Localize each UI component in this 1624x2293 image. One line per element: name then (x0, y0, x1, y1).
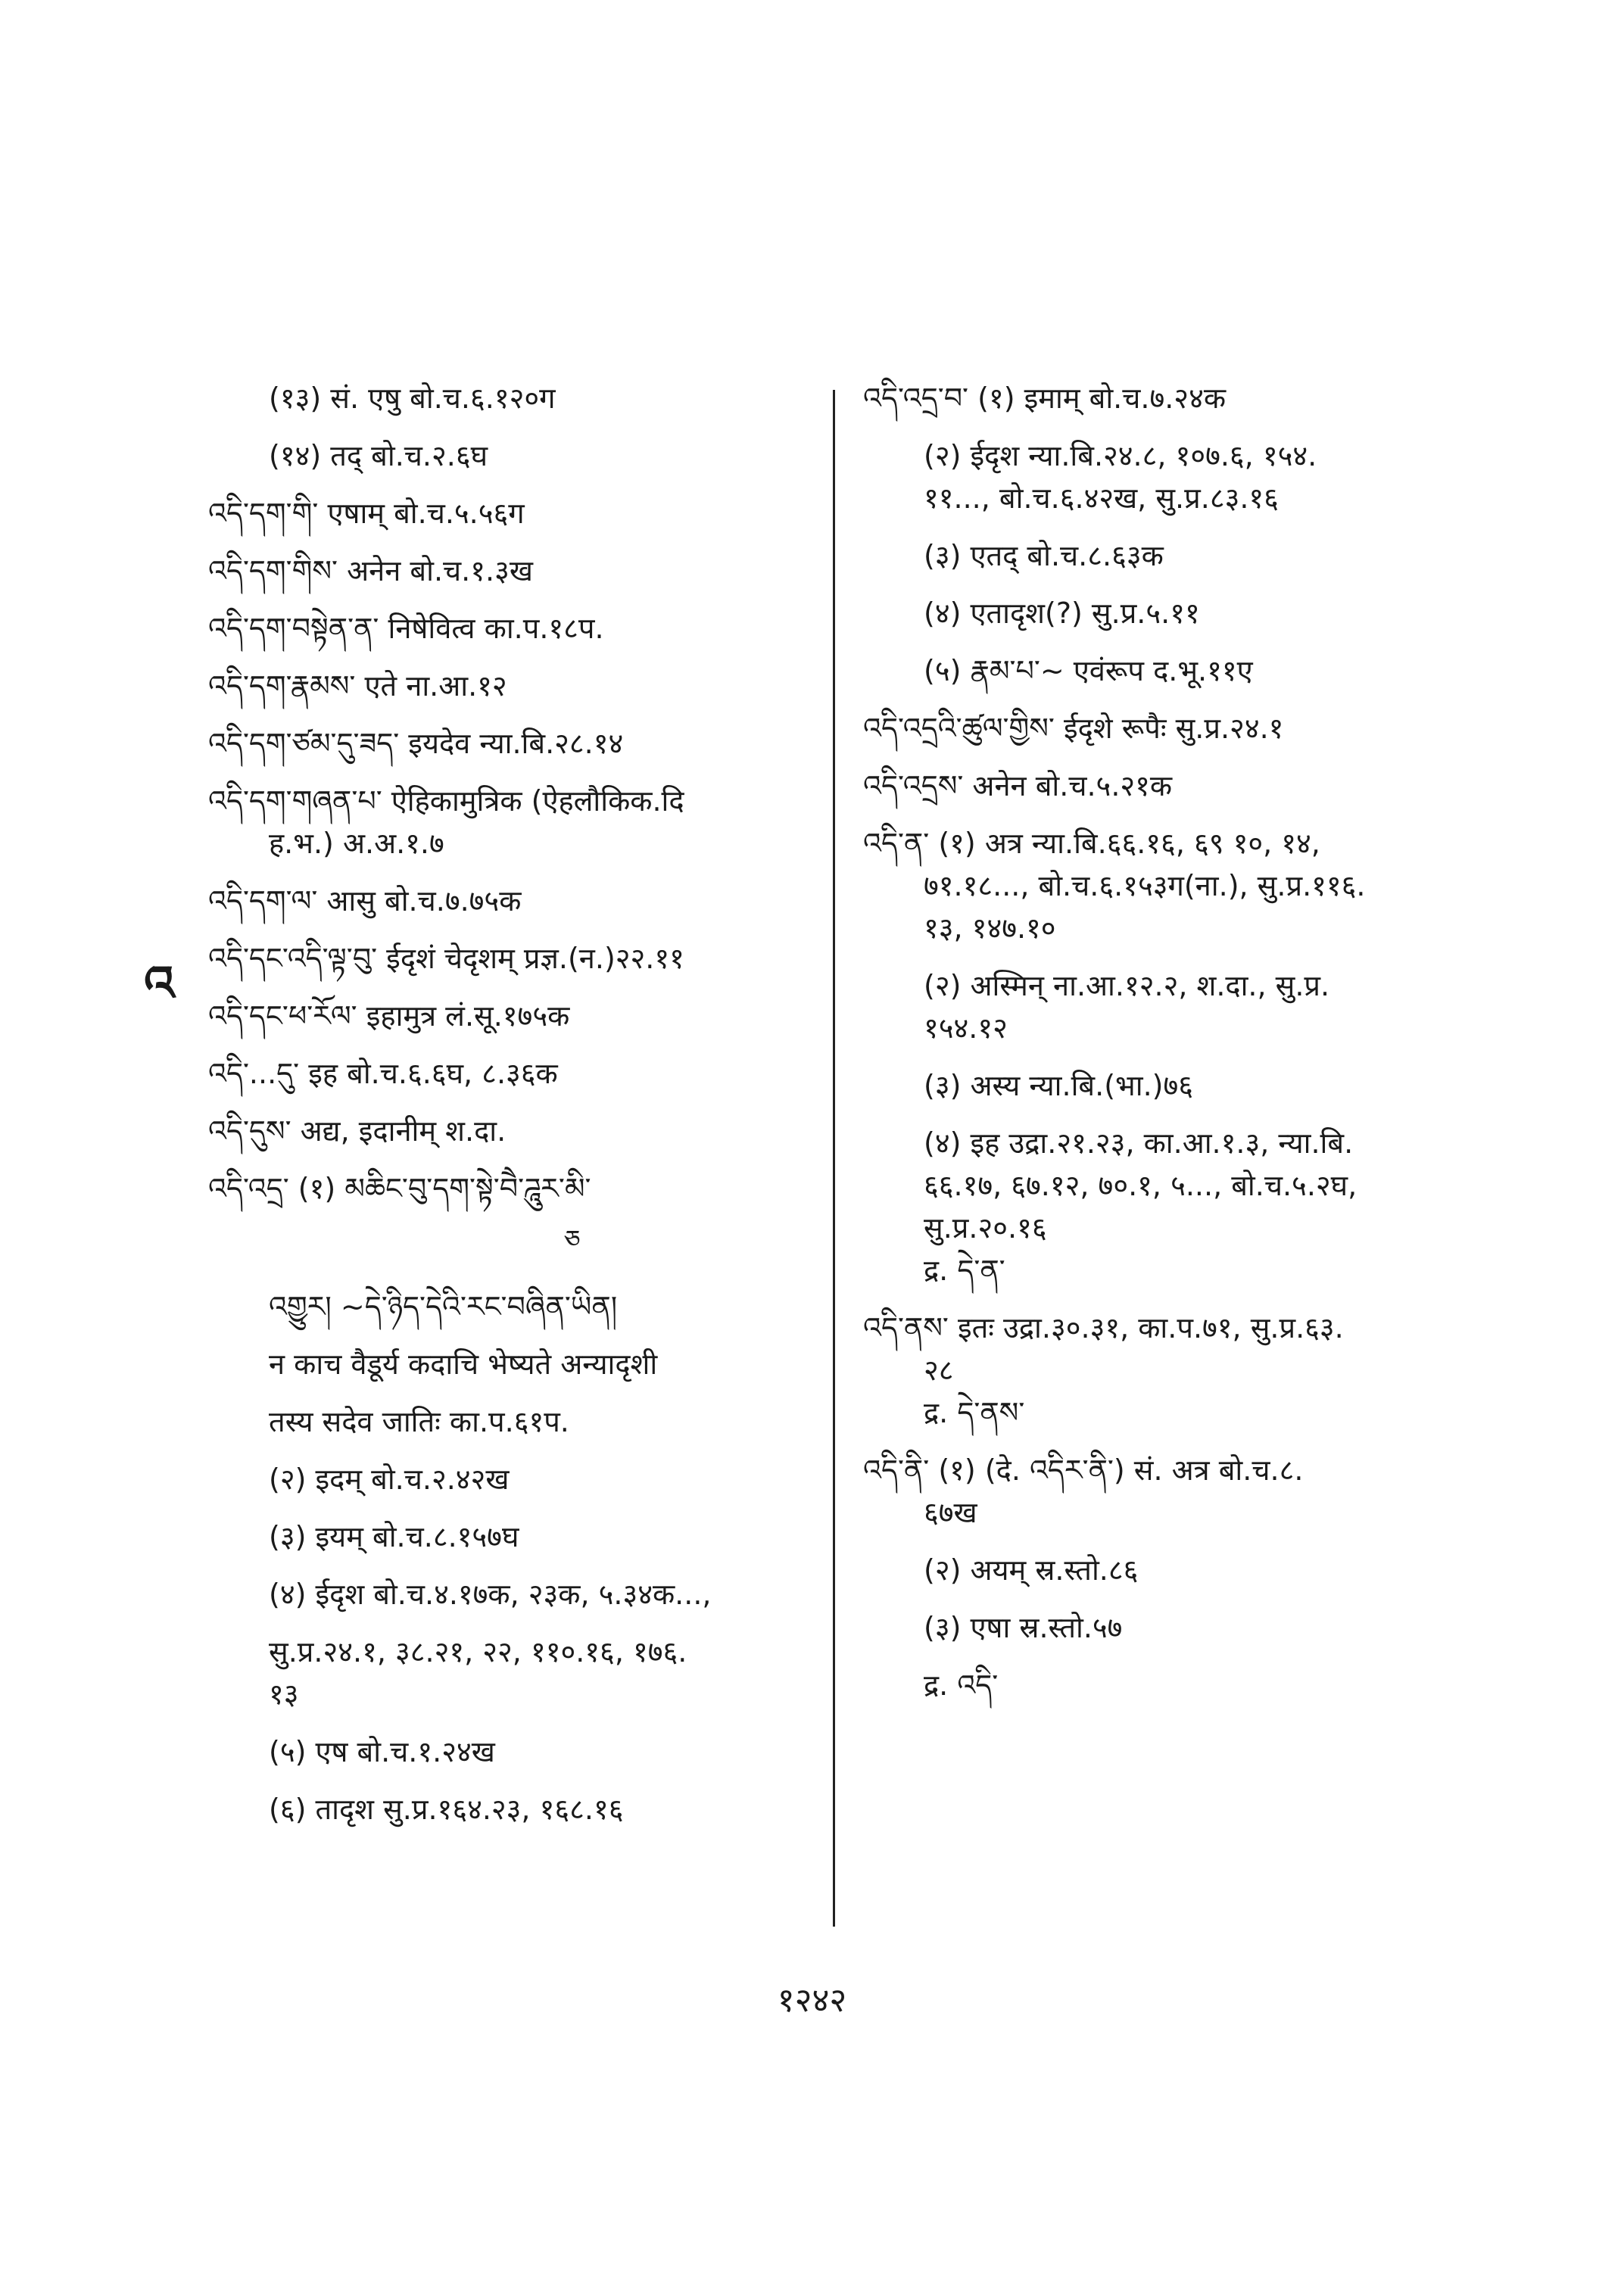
entry-line: (६) तादृश सु.प्र.१६४.२३, १६८.१६ (269, 1793, 624, 1826)
dictionary-entry: འདི་དང་འདི་ལྟ་བུ་ ईदृशं चेदृशम् प्रज्ञ.(न.)२२.११ (208, 942, 684, 975)
dictionary-entry: འདི་འདྲ་ (१) མཆིང་བུ་དག་སྟེ་བཻ་ཌཱུར་མི་ (208, 1172, 591, 1205)
left-column (208, 382, 821, 1851)
dictionary-entry: འདི་...དུ་ इह बो.च.६.६घ, ८.३६क (208, 1057, 558, 1090)
dictionary-entry: འདི་འདྲས་ अनेन बो.च.५.२१क (863, 769, 1173, 802)
dictionary-entry: འདི་ནི་ (१) (दे. འདིར་ནི་) सं. अत्र बो.च.८. (863, 1453, 1304, 1487)
entry-line: (२) ईदृश न्या.बि.२४.८, १०७.६, १५४. (924, 439, 1317, 472)
entry-line: ११..., बो.च.६.४२ख, सु.प्र.८३.१६ (924, 481, 1279, 515)
entry-line: सु.प्र.२०.१६ (924, 1211, 1047, 1245)
entry-line: १३ (269, 1678, 299, 1711)
page-marker: འ (144, 955, 175, 1012)
entry-line: १५४.१२ (924, 1011, 1008, 1045)
entry-line: (३) इयम् बो.च.८.१५७घ (269, 1520, 519, 1553)
dictionary-entry: འདི་དག་གིས་ अनेन बो.च.१.३ख (208, 554, 533, 587)
entry-line: द्र. དེ་ན་ (924, 1254, 1005, 1287)
entry-line: द्र. འདི་ (924, 1668, 999, 1702)
dictionary-entry: འདི་འདྲའི་ཚུལ་གྱིས་ ईदृशे रूपैः सु.प्र.२४.१ (863, 712, 1284, 745)
dictionary-entry: འདི་དག་བསྟེན་ན་ निषेवित्व का.प.१८प. (208, 612, 604, 645)
entry-line: तस्य सदेव जातिः का.प.६१प. (269, 1405, 569, 1438)
entry-line: (३) अस्य न्या.बि.(भा.)७६ (924, 1069, 1194, 1102)
entry-line: ७१.१८..., बो.च.६.१५३ग(ना.), सु.प्र.११६. (924, 869, 1366, 902)
entry-line: (४) ईदृश बो.च.४.१७क, २३क, ५.३४क..., (269, 1578, 712, 1611)
entry-line: (३) एतद् बो.च.८.६३क (924, 539, 1164, 572)
dictionary-entry: འདི་དག་གི་ एषाम् बो.च.५.५६ग (208, 497, 525, 530)
dictionary-entry: འདི་དག་རྣམས་ एते ना.आ.१२ (208, 669, 507, 703)
dictionary-entry: འདི་ན་ (१) अत्र न्या.बि.६६.१६, ६९ १०, १४, (863, 827, 1320, 860)
dictionary-entry: འདི་དག་ཙམ་དུ་ཟད་ इयदेव न्या.बि.२८.१४ (208, 727, 624, 760)
entry-line: न काच वैडूर्य कदाचि भेष्यते अन्यादृशी (269, 1347, 658, 1381)
dictionary-entry: འདི་དག་གཞན་པ་ ऐहिकामुत्रिक (ऐहलौकिक.दि (208, 784, 684, 818)
dictionary-entry: འདི་དང་ཕ་རོལ་ इहामुत्र लं.सू.१७५क (208, 999, 570, 1033)
entry-line: द्र. དེ་ནས་ (924, 1396, 1025, 1429)
dictionary-entry: འདི་དག་ལ་ आसु बो.च.७.७५क (208, 884, 522, 918)
entry-line: ६७ख (924, 1496, 977, 1529)
dictionary-entry: འདི་ནས་ इतः उद्रा.३०.३१, का.प.७१, सु.प्र.६३. (863, 1311, 1344, 1344)
entry-line: (४) इह उद्रा.२१.२३, का.आ.१.३, न्या.बि. (924, 1126, 1354, 1160)
entry-line: (१३) सं. एषु बो.च.६.१२०ग (269, 382, 556, 415)
entry-line: (२) अस्मिन् ना.आ.१२.२, श.दा., सु.प्र. (924, 969, 1330, 1002)
entry-line: (४) एतादृश(?) सु.प्र.५.११ (924, 597, 1200, 630)
page-number: १२४२ (777, 1981, 847, 2020)
entry-line: ६६.१७, ६७.१२, ७०.१, ५..., बो.च.५.२घ, (924, 1169, 1357, 1202)
dictionary-entry: འདི་དུས་ अद्य, इदानीम् श.दा. (208, 1114, 507, 1148)
entry-line: (५) एष बो.च.१.२४ख (269, 1735, 495, 1768)
entry-line: सु.प्र.२४.१, ३८.२१, २२, ११०.१६, १७६. (269, 1635, 687, 1668)
entry-line: ह.भ.) अ.अ.१.७ (269, 827, 444, 860)
column-divider (833, 390, 835, 1927)
entry-line: १३, १४७.१० (924, 911, 1056, 945)
entry-line: (२) अयम् स्र.स्तो.८६ (924, 1553, 1139, 1587)
right-column (863, 382, 1484, 1727)
entry-line: (२) इदम् बो.च.२.४२ख (269, 1463, 510, 1496)
entry-line: (५) རྣམ་པ་~ एवंरूप द.भू.११ए (924, 654, 1253, 687)
entry-line: (१४) तद् बो.च.२.६घ (269, 439, 488, 472)
entry-line: (३) एषा स्र.स्तो.५७ (924, 1611, 1123, 1644)
dictionary-entry: འདི་འདྲ་བ་ (१) इमाम् बो.च.७.२४क (863, 382, 1227, 415)
entry-line: २८ (924, 1354, 954, 1387)
entry-line: ཅ (564, 1225, 581, 1255)
entry-line: འགྱུར། ~དེ་ཉིད་དེའི་རང་བཞིན་ཡིན། (269, 1290, 618, 1323)
